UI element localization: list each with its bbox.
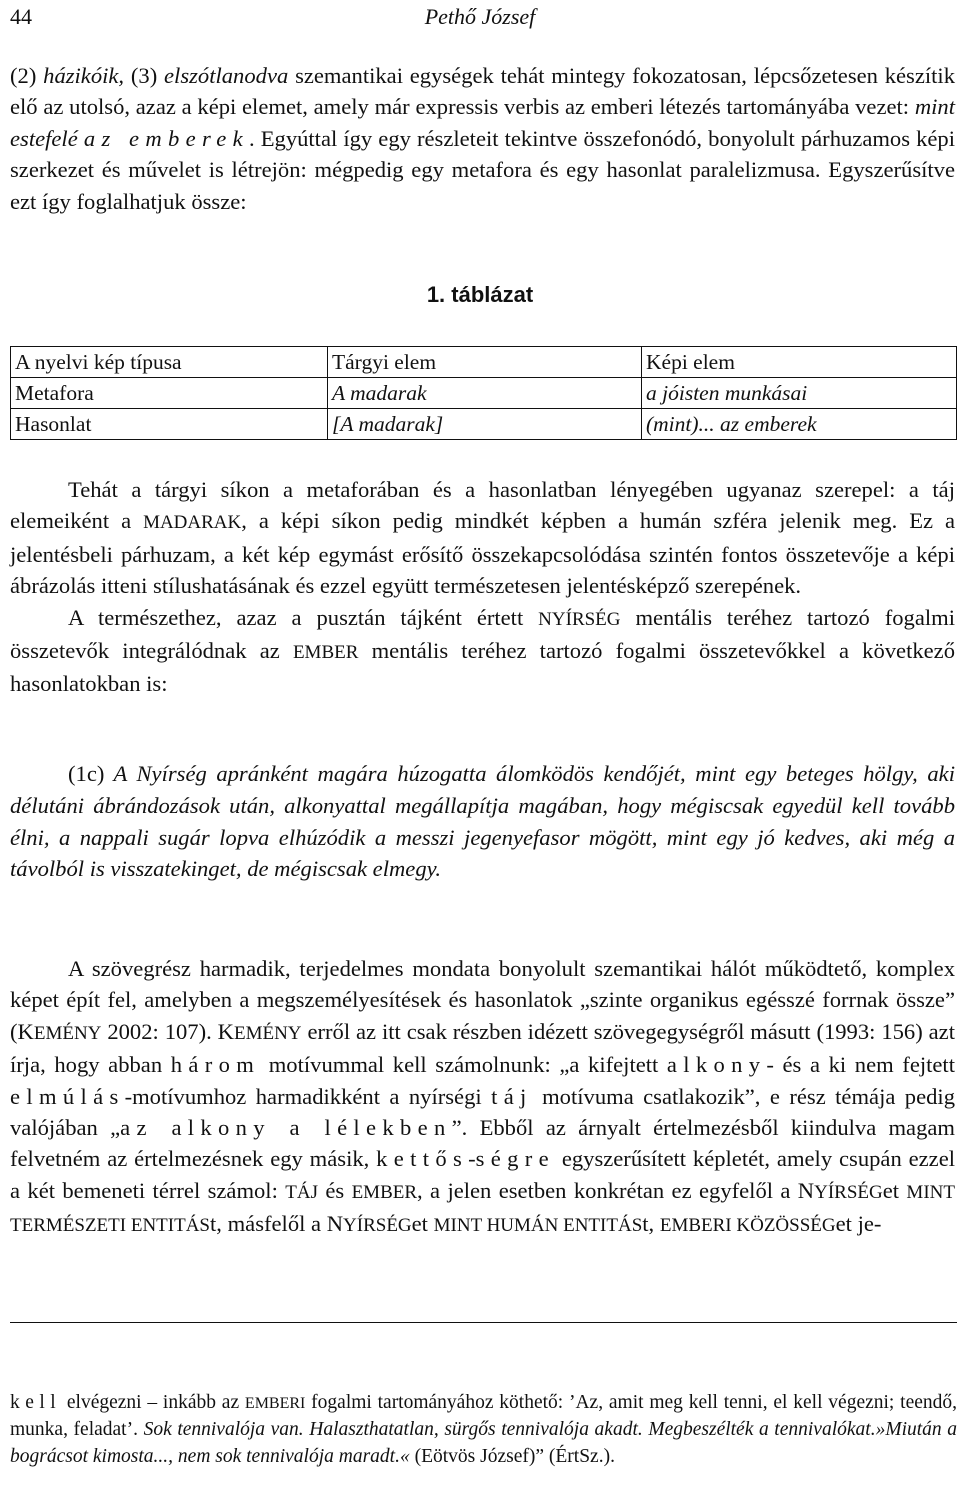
text-run: és bbox=[317, 1177, 352, 1203]
small-caps-run: EMBER bbox=[292, 642, 359, 664]
text-run: egyszerűsített képletét, amely csupán ezzel a két bemeneti térrel számol: bbox=[10, 1146, 955, 1203]
small-caps-run: NYÍRSÉG bbox=[538, 608, 621, 630]
text-run: mentális teréhez tartozó fogalmi összetevőkkel a következő hasonlatokban is: bbox=[10, 638, 955, 697]
text-run: (3) bbox=[124, 63, 165, 88]
intro-paragraph bbox=[10, 60, 955, 217]
table-cell: (mint)... az emberek bbox=[642, 409, 957, 440]
text-run: ”. Ebből az árnyalt értelmezésből kiindulva magam felvetném az értelmezésnek egy másik, bbox=[10, 1115, 955, 1172]
text-run: t, bbox=[642, 1211, 660, 1237]
italic-run: mint estefelé bbox=[10, 94, 955, 151]
spaced-run: ségre bbox=[475, 1146, 555, 1172]
table-row bbox=[11, 409, 957, 440]
example-label: (1c) bbox=[68, 761, 105, 786]
paragraph bbox=[10, 474, 955, 602]
text-run: elvégezni – inkább az bbox=[61, 1392, 245, 1413]
text-run: mentális teréhez tartozó fogalmi összetevők integrálódnak az bbox=[10, 604, 955, 664]
text-run: motívummal kell számolnunk: „a kifejtett bbox=[260, 1052, 667, 1078]
text-run: - és a ki nem fejtett bbox=[766, 1052, 955, 1078]
text-run: fogalmi tartományához köthető: ’Az, amit meg kell tenni, el kell végezni; teendő, munka, feladat’. bbox=[10, 1392, 958, 1441]
text-run: , a jelen esetben konkrétan ez egyfelől a N bbox=[417, 1177, 815, 1203]
table-row bbox=[11, 378, 957, 409]
text-run: . Egyúttal így egy részleteit tekintve összefonódó, bonyolult párhuzamos képi szerkezet és művelet is létrejön: mégpedig egy metafora és egy hasonlat paralelizmusa. Egyszerűsítve ezt így foglalhatjuk össze: bbox=[10, 125, 955, 214]
spaced-run: az alkony a lélekben bbox=[120, 1115, 452, 1141]
small-caps-run: MINT HUMÁN ENTITÁS bbox=[433, 1215, 643, 1237]
italic-run: elszótlanodva bbox=[164, 63, 289, 88]
table-cell: Hasonlat bbox=[11, 409, 328, 440]
small-caps-run: MADARAK bbox=[143, 512, 242, 534]
text-run: t, másfelől a N bbox=[210, 1211, 344, 1237]
paragraph bbox=[10, 602, 955, 700]
text-run: A természethez, azaz a pusztán tájként értett bbox=[68, 604, 539, 630]
table-cell: [A madarak] bbox=[328, 409, 642, 440]
small-caps-run: EMBERI bbox=[244, 1395, 306, 1412]
small-caps-run: YÍRSÉG bbox=[814, 1181, 883, 1203]
comparison-table bbox=[10, 346, 957, 440]
text-run: (2) bbox=[10, 63, 44, 88]
text-run: Tehát a tárgyi síkon a metaforában és a hasonlatban lényegében ugyanaz szerepel: a táj elemeiként a bbox=[10, 477, 955, 534]
small-caps-run: EMÉNY bbox=[233, 1022, 302, 1044]
small-caps-run: EMBER bbox=[351, 1181, 418, 1203]
text-run: - bbox=[468, 1146, 476, 1172]
table-header-cell: Képi elem bbox=[642, 347, 957, 378]
spaced-italic-run: az emberek bbox=[83, 125, 249, 151]
page-number: 44 bbox=[10, 4, 32, 29]
italic-run: házikóik, bbox=[43, 63, 125, 88]
table-cell: a jóisten munkásai bbox=[642, 378, 957, 409]
small-caps-run: MINT TERMÉSZETI ENTITÁS bbox=[10, 1181, 955, 1237]
small-caps-run: EMBERI KÖZÖSSÉG bbox=[659, 1215, 836, 1237]
small-caps-run: TÁJ bbox=[285, 1181, 318, 1203]
table-header-cell: Tárgyi elem bbox=[328, 347, 642, 378]
main-paragraphs bbox=[10, 474, 955, 700]
text-run: et je- bbox=[835, 1211, 882, 1237]
footnote-divider bbox=[10, 1322, 957, 1323]
table-cell: A madarak bbox=[328, 378, 642, 409]
spaced-run: elmúlás bbox=[10, 1083, 125, 1109]
small-caps-run: EMÉNY bbox=[33, 1022, 102, 1044]
text-run: szemantikai egységek tehát mintegy fokozatosan, lépcsőzetesen készítik elő az utolsó, azaz a képi elemet, amely már expressis verbis az emberi létezés tartományába vezet: bbox=[10, 63, 955, 120]
spaced-run: alkony bbox=[666, 1052, 767, 1078]
intro-paragraph-block bbox=[10, 60, 955, 217]
example-quote bbox=[10, 758, 955, 885]
text-run: -motívumhoz harmadikként a nyírségi bbox=[124, 1083, 492, 1109]
table-header-cell: A nyelvi kép típusa bbox=[11, 347, 328, 378]
table-header-row bbox=[11, 347, 957, 378]
spaced-run: táj bbox=[491, 1083, 533, 1109]
example-text: A Nyírség apránként magára húzogatta álomködös kendőjét, mint egy beteges hölgy, aki délutáni ábrándozások után, alkonyattal megállapítja magában, hogy mégiscsak egyedül kell tovább élni, a nappali sugár lopva elhúzódik a messzi jegenyefasor mögött, mint egy jó kedves, aki még a távolból is visszatekinget, de mégiscsak elmegy. bbox=[10, 761, 955, 882]
paragraph bbox=[10, 953, 955, 1242]
footnote bbox=[10, 1390, 957, 1470]
italic-run: Sok tennivalója van. Halaszthatatlan, sürgős tennivalója akadt. Megbeszélték a tennivalókat.»Miután a bográcsot kimosta..., nem sok tennivalója maradt.« bbox=[10, 1419, 957, 1467]
text-run: 2002: 107). K bbox=[101, 1018, 234, 1044]
text-run: motívuma csatlakozik”, e rész témája pedig valójában „ bbox=[10, 1083, 955, 1141]
text-run: , a képi síkon pedig mindkét képben a humán szféra jelenik meg. Ez a jelentésbeli párhuzam, a két kép egymást erősítő összekapcsolódása szintén fontos összetevője a képi ábrázolás itteni stílushatásának és ezzel együtt természetesen jelentésképző szerepének. bbox=[10, 508, 956, 599]
text-run: et bbox=[411, 1211, 434, 1237]
spaced-run: három bbox=[170, 1052, 261, 1078]
text-run: erről az itt csak részben idézett szövegegységről másutt (1993: 156) azt írja, hogy abban bbox=[10, 1018, 955, 1078]
paragraph-block-3 bbox=[10, 953, 955, 1242]
table-caption: 1. táblázat bbox=[426, 282, 534, 307]
running-head: Pethő József bbox=[424, 4, 536, 29]
text-run: et bbox=[882, 1177, 907, 1203]
text-run: A szövegrész harmadik, terjedelmes mondata bonyolult szemantikai hálót működtető, komplex képet épít fel, amelyben a megszemélyesítések és hasonlatok „szinte organikus egésszé forrnak össze” (K bbox=[10, 956, 955, 1044]
table-cell: Metafora bbox=[11, 378, 328, 409]
text-run: (Eötvös József)” (ÉrtSz.). bbox=[409, 1445, 615, 1467]
spaced-run: kettős bbox=[376, 1146, 469, 1172]
page-header bbox=[10, 4, 950, 34]
spaced-run: kell bbox=[10, 1392, 62, 1413]
small-caps-run: YÍRSÉG bbox=[343, 1215, 412, 1237]
